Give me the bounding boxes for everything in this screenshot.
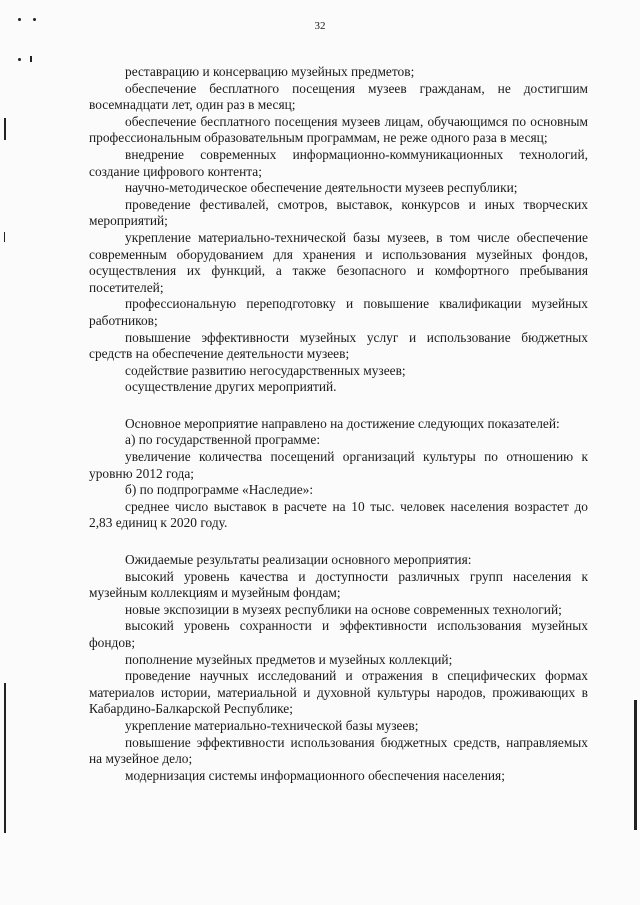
scan-dot [33, 18, 36, 21]
paragraph: научно-методическое обеспечение деятельности музеев республики; [125, 180, 518, 196]
paragraph: увеличение количества посещений организаций культуры по отношению к уровню 2012 года; [89, 449, 588, 481]
paragraph: внедрение современных информационно-коммуникационных технологий, создание цифрового контента; [89, 146, 588, 179]
paragraph: реставрацию и консервацию музейных предметов; [125, 64, 415, 79]
paragraph: проведение фестивалей, смотров, выставок, конкурсов и иных творческих мероприятий; [89, 196, 588, 229]
paragraph: содействие развитию негосударственных музеев; [125, 362, 406, 378]
paragraph: Ожидаемые результаты реализации основного мероприятия: [125, 552, 472, 568]
paragraph: новые экспозиции в музеях республики на основе современных технологий; [125, 601, 562, 617]
paragraph: высокий уровень сохранности и эффективности использования музейных фондов; [89, 618, 588, 650]
paragraph: б) по подпрограмме «Наследие»: [125, 482, 314, 498]
paragraph: профессиональную переподготовку и повышение квалификации музейных работников; [89, 296, 588, 328]
paragraph: модернизация системы информационного обеспечения населения; [125, 767, 505, 783]
paragraph: Основное мероприятие направлено на достижение следующих показателей: [125, 415, 560, 431]
scan-mark [4, 118, 6, 140]
scan-dot [18, 58, 21, 61]
paragraph: среднее число выставок в расчете на 10 тыс. человек населения возрастет до 2,83 единиц к 2020 году. [89, 498, 588, 531]
paragraph: укрепление материально-технической базы музеев, в том числе обеспечение современным оборудованием для хранения и использования музейных фондов, осуществления их функций, а также безопасного и комфортного пребывания посетителей; [89, 229, 588, 295]
paragraph: повышение эффективности музейных услуг и использование бюджетных средств на обеспечение деятельности музеев; [89, 329, 588, 362]
page-number: 32 [314, 20, 326, 32]
scan-mark [4, 683, 6, 833]
paragraph: а) по государственной программе: [125, 432, 321, 448]
paragraph: обеспечение бесплатного посещения музеев лицам, обучающимся по основным профессиональным образовательным программам, не реже одного раза в месяц; [89, 113, 588, 146]
paragraph: пополнение музейных предметов и музейных коллекций; [125, 651, 453, 667]
paragraph: проведение научных исследований и отражения в специфических формах материалов истории, материальной и духовной культуры народов, проживающих в Кабардино-Балкарской Республике; [89, 668, 588, 717]
paragraph: укрепление материально-технической базы музеев; [125, 717, 419, 733]
scan-dot [18, 18, 21, 21]
paragraph: осуществление других мероприятий. [125, 379, 337, 395]
paragraph: повышение эффективности использования бюджетных средств, направляемых на музейное дело; [89, 734, 588, 767]
scan-mark [4, 232, 5, 242]
scan-mark [634, 700, 637, 830]
paragraph: высокий уровень качества и доступности различных групп населения к музейным коллекциям и музейным фондам; [89, 568, 588, 601]
paragraph: обеспечение бесплатного посещения музеев гражданам, не достигшим восемнадцати лет, один раз в месяц; [89, 80, 588, 113]
document-body [89, 64, 588, 784]
scan-mark [30, 56, 32, 62]
